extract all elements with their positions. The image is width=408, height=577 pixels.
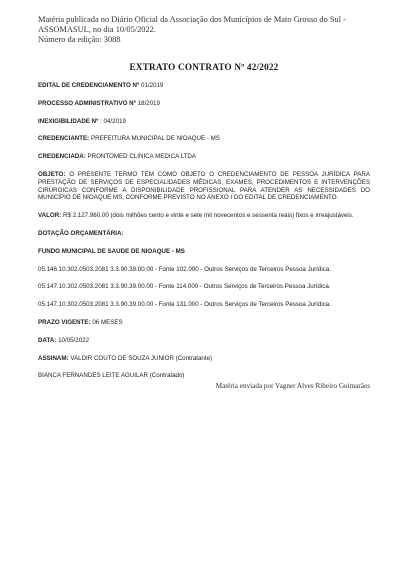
inexigibilidade-label: INEXIGIBILIDADE Nº xyxy=(38,117,99,125)
data-label: DATA: xyxy=(38,336,57,344)
document-title: EXTRATO CONTRATO Nº 42/2022 xyxy=(129,62,279,72)
fundo-heading: FUNDO MUNICIPAL DE SAUDE DE NIOAQUE - MS xyxy=(38,247,185,255)
dotacao-item-1: 05.146.10.302.0503.2081 3.3.90.39.00.00 - Fonte 102.000 - Outros Serviços de Terceiros Pessoa Jurídica. xyxy=(38,265,331,273)
edital-value: 01/2019 xyxy=(141,82,164,89)
header-line-3: Número da edição: 3088 xyxy=(38,35,121,44)
data-value: 10/05/2022 xyxy=(58,336,90,344)
inexigibilidade-line xyxy=(38,118,370,126)
credenciante-line xyxy=(38,135,370,143)
dotacao-item-3: 05.147.10.302.0503.2081 3.3.90.39.00.00 - Fonte 131.000 - Outros Serviços de Terceiros Pessoa Jurídica. xyxy=(38,301,331,309)
credenciada-value: PRONTOMED CLINICA MEDICA LTDA xyxy=(87,153,196,161)
assinam-line xyxy=(38,355,370,363)
assinam-value: VALDIR COUTO DE SOUZA JUNIOR (Contratante) xyxy=(70,354,213,362)
valor-paragraph xyxy=(38,212,370,220)
data-line xyxy=(38,337,370,345)
assinam-label: ASSINAM: xyxy=(38,354,69,362)
header-line-2: ASSOMASUL, no dia 10/05/2022. xyxy=(38,25,156,34)
signatario-2: BIANCA FERNANDES LEITE AGUILAR (Contratado) xyxy=(38,372,185,380)
objeto-value: O PRESENTE TERMO TEM COMO OBJETO O CREDENCIAMENTO DE PESSOA JURÍDICA PARA PRESTAÇÃO DE SERVIÇOS DE ESPECIALIDADES MÉDICAS, EXAMES, PROCEDIMENTOS E INTERVENÇÕES CIRÚRGICAS CONFORME A DISPONIBILIDADE PROFISSIONAL PARA ATENDER AS NECESSIDADES DO MUNICÍPIO DE NIOAQUE MS, CONFORME PREVISTO NO ANEXO I DO EDITAL DE CREDENCIAMENTO. xyxy=(38,170,370,202)
sent-by-note: Matéria enviada por Vagner Alves Ribeiro Guimarães xyxy=(215,382,370,390)
dotacao-heading: DOTAÇÃO ORÇAMENTÁRIA: xyxy=(38,229,124,237)
processo-line xyxy=(38,100,370,108)
document-body xyxy=(38,82,370,380)
valor-value: R$ 2.127.960,00 (dois milhões cento e vinte e sete mil novecentos e sessenta reais) fixos e irreajustáveis. xyxy=(63,212,354,220)
edital-line xyxy=(38,82,370,90)
publication-header xyxy=(38,15,368,45)
prazo-line xyxy=(38,319,370,327)
inexigibilidade-value: : 04/2019 xyxy=(100,117,126,125)
objeto-label: OBJETO: xyxy=(38,170,66,178)
credenciada-label: CREDENCIADA: xyxy=(38,153,86,161)
edital-label: EDITAL DE CREDENCIAMENTO Nº xyxy=(38,82,140,89)
credenciante-label: CREDENCIANTE: xyxy=(38,135,90,143)
prazo-value: 06 MESES xyxy=(92,318,123,326)
credenciante-value: PREFEITURA MUNICIPAL DE NIOAQUE - MS xyxy=(90,135,220,143)
valor-label: VALOR: xyxy=(38,212,62,220)
objeto-paragraph xyxy=(38,171,370,202)
processo-label: PROCESSO ADMINISTRATIVO Nº xyxy=(38,99,136,107)
processo-value: 18/2019 xyxy=(137,99,160,107)
dotacao-item-2: 05.147.10.302.0503.2081 3.3.90.39.00.00 - Fonte 114.000 - Outros Serviços de Terceiros Pessoa Jurídica. xyxy=(38,283,331,291)
credenciada-line xyxy=(38,153,370,161)
header-line-1: Matéria publicada no Diário Oficial da Associação dos Municípios de Mato Grosso do Sul - xyxy=(38,15,346,24)
prazo-label: PRAZO VIGENTE: xyxy=(38,318,91,326)
